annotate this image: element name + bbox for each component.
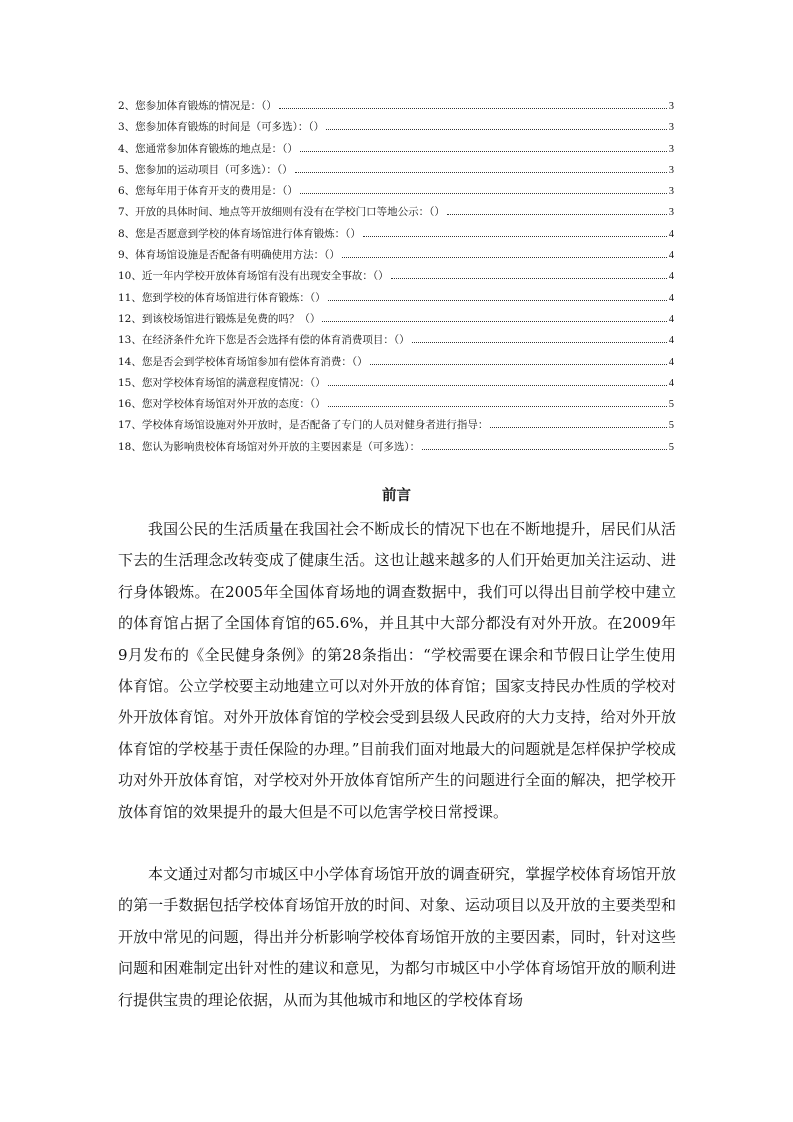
toc-entry[interactable] (118, 96, 674, 117)
toc-page-number: 4 (668, 250, 674, 262)
toc-page-number: 5 (668, 441, 674, 453)
toc-entry[interactable] (118, 288, 674, 309)
toc-leader-dots (279, 107, 667, 109)
toc-entry-text: 17、学校体育场馆设施对外开放时，是否配备了专门的人员对健身者进行指导： (118, 419, 489, 432)
toc-leader-dots (490, 426, 666, 428)
toc-page-number: 4 (668, 228, 674, 240)
toc-entry-text: 14、您是否会到学校体育场馆参加有偿体育消费：（） (118, 355, 368, 368)
toc-entry[interactable] (118, 117, 674, 138)
toc-entry-text: 3、您参加体育锻炼的时间是（可多选）：（） (118, 121, 325, 134)
toc-page-number: 4 (668, 271, 674, 283)
toc-leader-dots (295, 171, 667, 173)
toc-entry-text: 9、体育场馆设施是否配备有明确使用方法：（） (118, 249, 340, 262)
toc-page-number: 4 (668, 313, 674, 325)
section-heading: 前言 (382, 487, 411, 504)
toc-entry[interactable] (118, 245, 674, 266)
toc-entry-text: 4、您通常参加体育锻炼的地点是：（） (118, 142, 298, 155)
toc-entry-text: 11、您到学校的体育场馆进行体育锻炼：（） (118, 291, 326, 304)
toc-entry[interactable] (118, 352, 674, 373)
toc-entry[interactable] (118, 415, 674, 436)
toc-entry[interactable] (118, 224, 674, 245)
toc-leader-dots (342, 256, 667, 258)
toc-leader-dots (363, 235, 667, 237)
toc-leader-dots (370, 363, 667, 365)
toc-leader-dots (391, 277, 667, 279)
toc-page-number: 3 (668, 186, 674, 198)
body-paragraph: 本文通过对都匀市城区中小学体育场馆开放的调查研究，掌握学校体育场馆开放的第一手数据包括学校体育场馆开放的时间、对象、运动项目以及开放的主要类型和开放中常见的问题，得出并分析影响学校体育场馆开放的主要因素，同时，针对这些问题和困难制定出针对性的建议和意见，为都匀市城区中小学体育场馆开放的顺利进行提供宝贵的理论依据，从而为其他城市和地区的学校体育场 (118, 865, 676, 1009)
toc-page-number: 3 (668, 164, 674, 176)
toc-entry-text: 16、您对学校体育场馆对外开放的态度：（） (118, 398, 326, 411)
toc-entry[interactable] (118, 266, 674, 287)
toc-entry[interactable] (118, 202, 674, 223)
toc-entry-text: 10、近一年内学校开放体育场馆有没有出现安全事故：（） (118, 270, 389, 283)
toc-entry-text: 13、在经济条件允许下您是否会选择有偿的体育消费项目：（） (118, 334, 410, 347)
toc-page-number: 4 (668, 377, 674, 389)
toc-entry[interactable] (118, 394, 674, 415)
toc-leader-dots (447, 213, 667, 215)
table-of-contents (118, 96, 674, 458)
toc-page-number: 3 (668, 122, 674, 134)
toc-page-number: 3 (668, 207, 674, 219)
toc-entry-text: 15、您对学校体育场馆的满意程度情况：（） (118, 376, 326, 389)
toc-leader-dots (328, 384, 667, 386)
toc-entry-text: 8、您是否愿意到学校的体育场馆进行体育锻炼：（） (118, 227, 361, 240)
toc-entry-text: 12、到该校场馆进行锻炼是免费的吗？（） (118, 312, 321, 325)
toc-leader-dots (300, 192, 667, 194)
toc-entry[interactable] (118, 373, 674, 394)
toc-entry-text: 7、开放的具体时间、地点等开放细则有没有在学校门口等地公示：（） (118, 206, 445, 219)
toc-leader-dots (412, 341, 667, 343)
toc-leader-dots (300, 150, 667, 152)
toc-leader-dots (422, 448, 667, 450)
toc-page-number: 5 (668, 399, 674, 411)
toc-entry[interactable] (118, 160, 674, 181)
toc-entry-text: 18、您认为影响贵校体育场馆对外开放的主要因素是（可多选）： (118, 440, 421, 453)
toc-page-number: 3 (668, 143, 674, 155)
toc-page-number: 5 (668, 420, 674, 432)
toc-entry[interactable] (118, 181, 674, 202)
toc-leader-dots (326, 128, 667, 130)
toc-entry[interactable] (118, 330, 674, 351)
toc-leader-dots (328, 405, 667, 407)
toc-entry-text: 6、您每年用于体育开支的费用是：（） (118, 185, 298, 198)
toc-page-number: 4 (668, 292, 674, 304)
toc-leader-dots (322, 320, 666, 322)
toc-entry[interactable] (118, 437, 674, 458)
toc-entry[interactable] (118, 139, 674, 160)
toc-page-number: 4 (668, 335, 674, 347)
toc-page-number: 3 (668, 101, 674, 112)
toc-entry-text: 2、您参加体育锻炼的情况是：（） (118, 100, 277, 112)
toc-entry-text: 5、您参加的运动项目（可多选）：（） (118, 163, 293, 176)
toc-leader-dots (328, 299, 667, 301)
toc-page-number: 4 (668, 356, 674, 368)
toc-entry[interactable] (118, 309, 674, 330)
body-paragraph: 我国公民的生活质量在我国社会不断成长的情况下也在不断地提升，居民们从活下去的生活理念改转变成了健康生活。这也让越来越多的人们开始更加关注运动、进行身体锻炼。在2005年全国体育场地的调查数据中，我们可以得出目前学校中建立的体育馆占据了全国体育馆的65.6%，并且其中大部分都没有对外开放。在2009年9月发布的《全民健身条例》的第28条指出：“学校需要在课余和节假日让学生使用体育馆。公立学校要主动地建立可以对外开放的体育馆；国家支持民办性质的学校对外开放体育馆。对外开放体育馆的学校会受到县级人民政府的大力支持，给对外开放体育馆的学校基于责任保险的办理。”目前我们面对地最大的问题就是怎样保护学校成功对外开放体育馆，对学校对外开放体育馆所产生的问题进行全面的解决，把学校开放体育馆的效果提升的最大但是不可以危害学校日常授课。 (118, 520, 676, 821)
